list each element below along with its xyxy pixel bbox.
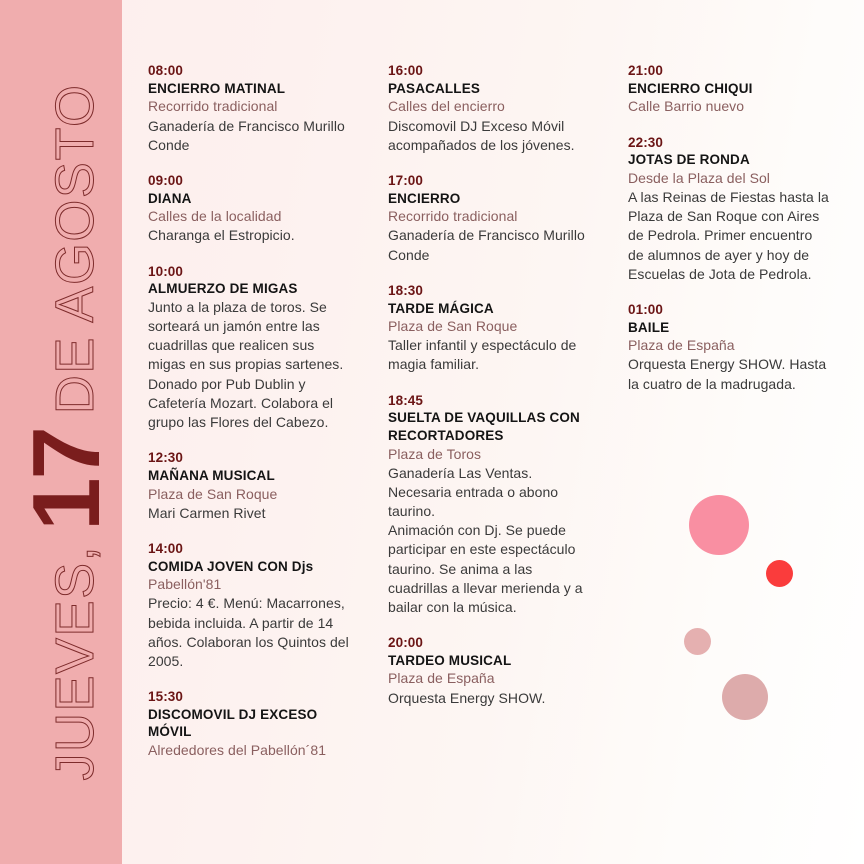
decorative-circle-small <box>684 628 711 655</box>
event-title: COMIDA JOVEN CON Djs <box>148 558 314 574</box>
event-column <box>388 62 591 708</box>
event-entry <box>388 392 591 617</box>
event-time: 10:00 <box>148 263 184 279</box>
event-title: DIANA <box>148 190 192 206</box>
event-detail: Ganadería de Francisco Murillo Conde <box>148 117 345 153</box>
event-entry <box>388 282 591 375</box>
event-entry <box>628 62 831 117</box>
event-detail: A las Reinas de Fiestas hasta la Plaza de San Roque con Aires de Pedrola. Primer encuentro de alumnos de ayer y hoy de Escuelas de Jota de Pedrola. <box>628 189 829 282</box>
event-title: ENCIERRO CHIQUI <box>628 80 753 96</box>
event-time: 09:00 <box>148 172 184 188</box>
date-weekday: JUEVES, <box>45 544 105 781</box>
event-title: DISCOMOVIL DJ EXCESO MÓVIL <box>148 706 318 740</box>
event-venue: Plaza de San Roque <box>148 485 278 502</box>
event-title: TARDEO MUSICAL <box>388 652 512 668</box>
decorative-circle-red <box>766 560 793 587</box>
date-day-number: 17 <box>13 428 120 531</box>
event-venue: Plaza de España <box>388 670 495 687</box>
event-title: PASACALLES <box>388 80 481 96</box>
event-title: BAILE <box>628 319 670 335</box>
event-time: 21:00 <box>628 63 664 78</box>
event-time: 18:30 <box>388 282 424 298</box>
event-time: 15:30 <box>148 689 184 705</box>
event-entry <box>148 263 351 433</box>
event-title: SUELTA DE VAQUILLAS CON RECORTADORES <box>388 410 580 443</box>
event-venue: Desde la Plaza del Sol <box>628 169 770 186</box>
event-detail: Orquesta Energy SHOW. Hasta la cuatro de la madrugada. <box>628 356 827 392</box>
event-entry <box>148 540 351 671</box>
decorative-circle-medium <box>722 674 768 720</box>
event-detail: Precio: 4 €. Menú: Macarrones, bebida incluida. A partir de 14 años. Colaboran los Quintos del 2005. <box>148 595 349 669</box>
event-venue: Plaza de España <box>628 337 735 354</box>
event-entry <box>148 62 351 155</box>
event-detail: Ganadería Las Ventas. Necesaria entrada o abono taurino. Animación con Dj. Se puede participar en este espectáculo taurino. Se anima a las cuadrillas a llevar merienda y a bailar con la música. <box>388 464 583 615</box>
event-venue: Plaza de San Roque <box>388 318 518 335</box>
event-entry <box>388 62 591 155</box>
event-title: JOTAS DE RONDA <box>628 152 750 168</box>
event-venue: Recorrido tradicional <box>388 208 518 225</box>
event-venue: Calle Barrio nuevo <box>628 98 745 115</box>
decorative-circle-large <box>689 495 749 555</box>
event-time: 01:00 <box>628 301 664 317</box>
event-detail: Charanga el Estropicio. <box>148 227 295 244</box>
event-detail: Orquesta Energy SHOW. <box>388 689 546 706</box>
event-venue: Calles de la localidad <box>148 208 282 225</box>
date-month: DE AGOSTO <box>45 83 105 415</box>
event-time: 17:00 <box>388 172 424 188</box>
event-entry <box>628 301 831 394</box>
date-band <box>0 0 122 864</box>
event-title: MAÑANA MUSICAL <box>148 467 275 483</box>
event-entry <box>148 688 351 760</box>
event-venue: Plaza de Toros <box>388 445 482 462</box>
event-time: 16:00 <box>388 63 424 78</box>
event-title: ENCIERRO MATINAL <box>148 80 286 96</box>
event-entry <box>628 134 831 284</box>
event-venue: Recorrido tradicional <box>148 98 278 115</box>
event-detail: Taller infantil y espectáculo de magia familiar. <box>388 337 577 373</box>
event-column <box>628 62 831 394</box>
event-venue: Alrededores del Pabellón´81 <box>148 741 327 758</box>
event-time: 12:30 <box>148 450 184 466</box>
event-venue: Calles del encierro <box>388 98 505 115</box>
event-detail: Discomovil DJ Exceso Móvil acompañados de los jóvenes. <box>388 117 575 153</box>
event-entry <box>388 172 591 265</box>
event-entry <box>148 172 351 246</box>
event-time: 14:00 <box>148 540 184 556</box>
event-columns <box>148 62 848 760</box>
event-time: 08:00 <box>148 63 184 78</box>
date-rotated-text <box>13 52 120 812</box>
event-time: 20:00 <box>388 635 424 651</box>
event-detail: Mari Carmen Rivet <box>148 504 266 521</box>
event-title: TARDE MÁGICA <box>388 300 494 316</box>
event-entry <box>388 634 591 708</box>
event-title: ALMUERZO DE MIGAS <box>148 281 298 297</box>
event-entry <box>148 449 351 523</box>
event-detail: Junto a la plaza de toros. Se sorteará un jamón entre las cuadrillas que realicen sus migas en sus propias sartenes. Donado por Pub Dublin y Cafetería Mozart. Colabora el grupo las Flores del Cabezo. <box>148 298 344 430</box>
event-detail: Ganadería de Francisco Murillo Conde <box>388 227 585 263</box>
event-time: 18:45 <box>388 392 424 408</box>
event-title: ENCIERRO <box>388 190 461 206</box>
event-column <box>148 62 351 760</box>
event-time: 22:30 <box>628 134 664 150</box>
event-venue: Pabellón'81 <box>148 576 222 593</box>
